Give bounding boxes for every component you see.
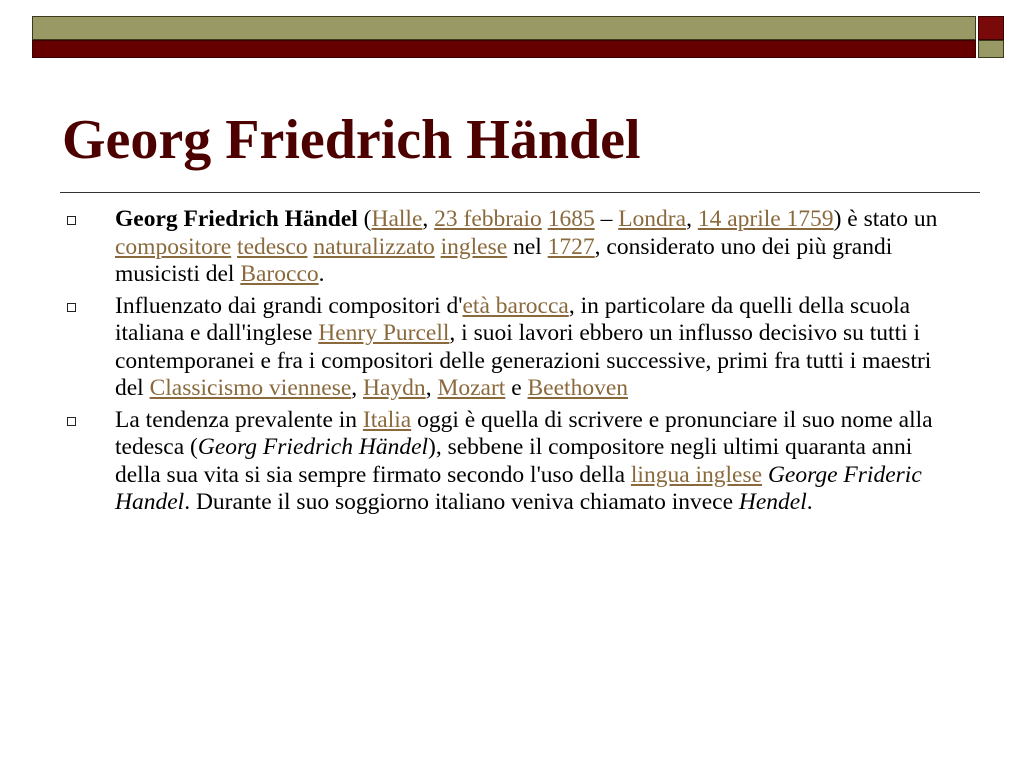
hyperlink[interactable]: Italia — [362, 406, 412, 433]
text-run: Influenzato dai grandi compositori d' — [115, 292, 463, 319]
hyperlink[interactable]: Halle — [371, 206, 423, 232]
hyperlink[interactable]: lingua inglese — [630, 461, 763, 488]
slide-title: Georg Friedrich Händel — [62, 109, 641, 171]
text-run: , in particolare da quelli della scuola italiana e dall'inglese — [115, 292, 911, 346]
italic-text: Georg Friedrich Händel — [197, 434, 429, 460]
hyperlink[interactable]: età barocca — [462, 292, 569, 319]
italic-text: Hendel — [738, 489, 807, 515]
text-run: La tendenza prevalente in — [115, 406, 363, 433]
hyperlink[interactable]: Classicismo viennese — [149, 375, 352, 401]
hyperlink[interactable]: Haydn — [363, 375, 426, 401]
corner-square-maroon — [978, 16, 1004, 40]
text-run: , — [686, 206, 698, 232]
hyperlink[interactable]: 1727 — [547, 233, 595, 260]
text-run: nel — [507, 233, 548, 260]
text-run: , — [422, 206, 435, 232]
hollow-square-bullet-icon — [67, 303, 76, 312]
text-run: e — [505, 375, 528, 401]
text-run: ) è stato un — [833, 206, 938, 232]
bullet-text — [115, 293, 931, 402]
hollow-square-bullet-icon — [67, 216, 76, 225]
hyperlink[interactable]: 23 febbraio — [434, 206, 542, 232]
hyperlink[interactable]: Beethoven — [527, 375, 628, 401]
bullet-item-3 — [60, 407, 940, 517]
header-band-olive — [32, 16, 976, 40]
text-run: – — [594, 206, 619, 232]
text-run: . — [318, 261, 325, 287]
text-run: , — [351, 375, 364, 401]
hyperlink[interactable]: naturalizzato — [313, 233, 435, 260]
hyperlink[interactable]: Mozart — [437, 375, 506, 401]
bullet-text — [115, 206, 937, 287]
bullet-list — [60, 206, 940, 521]
bullet-text — [115, 407, 933, 516]
text-run: , considerato uno dei più grandi musicisti del — [115, 233, 893, 287]
hyperlink[interactable]: compositore — [115, 233, 232, 260]
text-run: , — [425, 375, 438, 401]
text-run: . Durante il suo soggiorno italiano veniva chiamato invece — [184, 489, 739, 515]
text-run: ), sebbene il compositore negli ultimi quaranta anni della sua vita si sia sempre firmato secondo l'uso della — [115, 434, 913, 488]
hollow-square-bullet-icon — [67, 417, 76, 426]
italic-text: George Frideric Handel — [115, 461, 922, 515]
text-run: , i suoi lavori ebbero un influsso decisivo su tutti i contemporanei e fra i compositori delle generazioni successive, primi fra tutti i maestri del — [115, 320, 932, 401]
bullet-item-1 — [60, 206, 940, 289]
hyperlink[interactable]: Londra — [618, 206, 687, 232]
hyperlink[interactable]: 14 aprile 1759 — [697, 206, 834, 232]
corner-square-olive — [978, 40, 1004, 58]
hyperlink[interactable]: inglese — [440, 233, 508, 260]
bold-text: Georg Friedrich Händel — [115, 206, 358, 232]
text-run: ( — [357, 206, 372, 232]
header-band-maroon — [32, 40, 976, 58]
bullet-item-2 — [60, 293, 940, 403]
hyperlink[interactable]: tedesco — [237, 233, 308, 260]
hyperlink[interactable]: 1685 — [547, 206, 595, 232]
hyperlink[interactable]: Henry Purcell — [318, 320, 450, 346]
text-run: oggi è quella di scrivere e pronunciare il suo nome alla tedesca ( — [115, 406, 933, 460]
text-run: . — [806, 489, 813, 515]
hyperlink[interactable]: Barocco — [240, 261, 319, 287]
title-divider — [60, 192, 980, 193]
